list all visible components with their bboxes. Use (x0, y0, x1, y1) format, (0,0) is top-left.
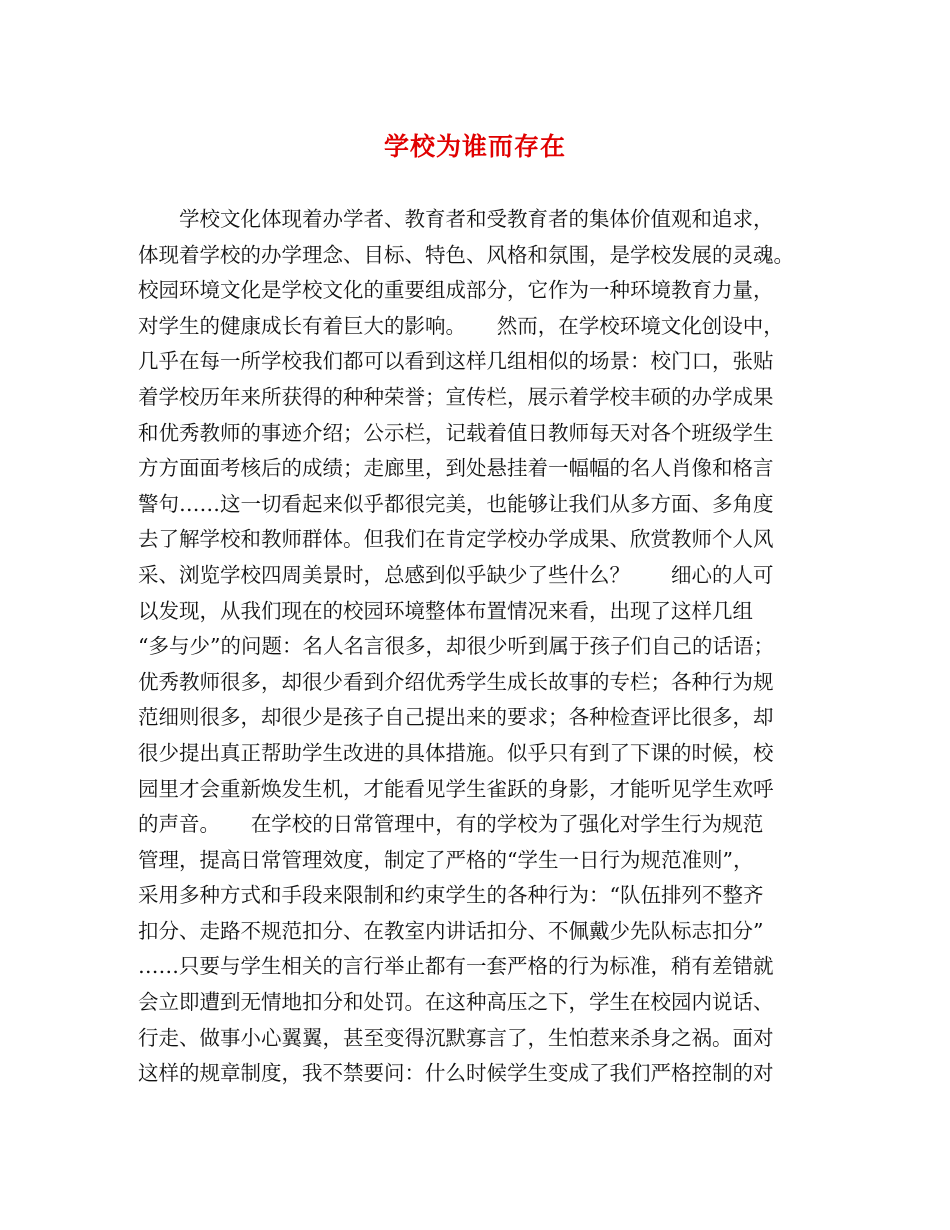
body-line: 和优秀教师的事迹介绍；公示栏，记载着值日教师每天对各个班级学生 (138, 420, 774, 445)
body-line: “多与少”的问题：名人名言很多，却很少听到属于孩子们自己的话语； (138, 634, 774, 659)
body-line: 很少提出真正帮助学生改进的具体措施。似乎只有到了下课的时候，校 (138, 740, 774, 765)
body-line: 对学生的健康成长有着巨大的影响。 然而，在学校环境文化创设中， (138, 313, 784, 338)
body-line: 着学校历年来所获得的种种荣誉；宣传栏，展示着学校丰硕的办学成果 (138, 384, 774, 409)
body-line: 扣分、走路不规范扣分、在教室内讲话扣分、不佩戴少先队标志扣分” (138, 918, 764, 943)
body-line: 会立即遭到无情地扣分和处罚。在这种高压之下，学生在校园内说话、 (138, 990, 774, 1015)
body-line: 以发现，从我们现在的校园环境整体布置情况来看，出现了这样几组 (138, 598, 753, 623)
body-line: 管理，提高日常管理效度，制定了严格的“学生一日行为规范准则”， (138, 847, 754, 872)
body-line: 方方面面考核后的成绩；走廊里，到处悬挂着一幅幅的名人肖像和格言 (138, 456, 774, 481)
body-line: 警句……这一切看起来似乎都很完美，也能够让我们从多方面、多角度 (138, 491, 774, 516)
body-line: 优秀教师很多，却很少看到介绍优秀学生成长故事的专栏；各种行为规 (138, 669, 774, 694)
body-line: 范细则很多，却很少是孩子自己提出来的要求；各种检查评比很多，却 (138, 705, 774, 730)
document-body (138, 202, 828, 1092)
body-line: 这样的规章制度，我不禁要问：什么时候学生变成了我们严格控制的对 (138, 1061, 774, 1086)
body-line: 体现着学校的办学理念、目标、特色、风格和氛围，是学校发展的灵魂。 (138, 242, 794, 267)
body-line: 采用多种方式和手段来限制和约束学生的各种行为：“队伍排列不整齐 (138, 883, 764, 908)
document-title: 学校为谁而存在 (383, 132, 566, 161)
body-line: ……只要与学生相关的言行举止都有一套严格的行为标准，稍有差错就 (138, 954, 774, 979)
body-line: 行走、做事小心翼翼，甚至变得沉默寡言了，生怕惹来杀身之祸。面对 (138, 1025, 774, 1050)
body-line: 园里才会重新焕发生机，才能看见学生雀跃的身影，才能听见学生欢呼 (138, 776, 774, 801)
body-line: 的声音。 在学校的日常管理中，有的学校为了强化对学生行为规范 (138, 812, 764, 837)
body-line: 采、浏览学校四周美景时，总感到似乎缺少了些什么？ 细心的人可 (138, 562, 774, 587)
body-line: 学校文化体现着办学者、教育者和受教育者的集体价值观和追求， (138, 207, 774, 231)
body-line: 校园环境文化是学校文化的重要组成部分，它作为一种环境教育力量， (138, 278, 774, 303)
body-line: 几乎在每一所学校我们都可以看到这样几组相似的场景：校门口，张贴 (138, 349, 774, 374)
body-line: 去了解学校和教师群体。但我们在肯定学校办学成果、欣赏教师个人风 (138, 527, 774, 552)
